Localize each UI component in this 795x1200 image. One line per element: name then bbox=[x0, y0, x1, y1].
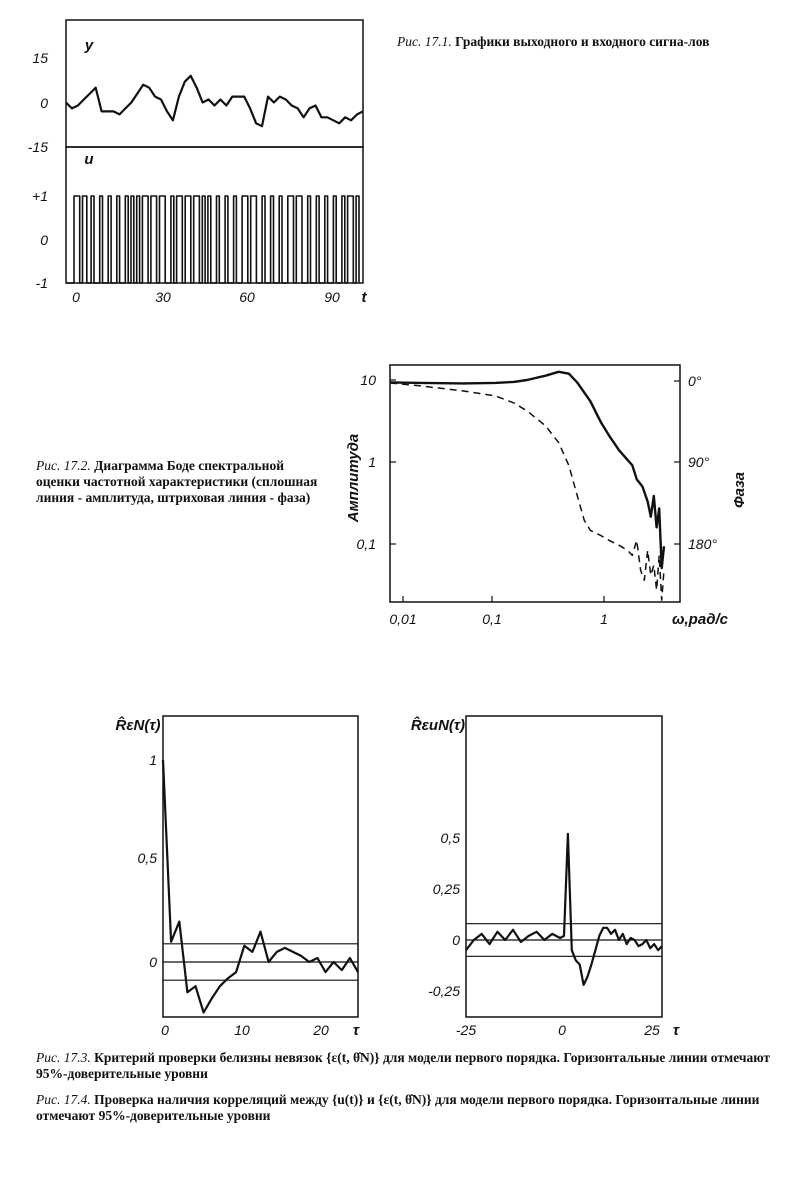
fig1-output-ytick: 0 bbox=[40, 95, 48, 111]
fig2-xtick: 0,1 bbox=[482, 611, 502, 627]
fig2-caption-text: Диаграмма Боде спектральной оценки частотной характеристики (сплошная линия - амплитуда, штриховая линия - фаза) bbox=[36, 458, 318, 505]
fig1-caption-number: Рис. 17.1. bbox=[397, 34, 452, 49]
fig2-y2tick: 180° bbox=[688, 536, 717, 552]
fig4-ytick: -0,25 bbox=[428, 983, 460, 999]
fig1-output-ytick: -15 bbox=[27, 139, 48, 155]
fig3-caption-text: Критерий проверки белизны невязок {ε(t, θ̂N)} для модели первого порядка. Горизонтальные линии отмечают 95%-доверительные уровни bbox=[36, 1050, 770, 1081]
fig2-ylabel: Амплитуда bbox=[345, 433, 362, 523]
fig1-output-frame bbox=[66, 20, 363, 147]
fig2-ytick: 10 bbox=[360, 372, 376, 388]
fig2-amplitude-series bbox=[390, 372, 664, 568]
fig1-input-xtick: 0 bbox=[72, 289, 80, 305]
fig2-frame bbox=[390, 365, 680, 602]
fig3-xtick: 10 bbox=[234, 1022, 250, 1038]
fig1-caption-text: Графики выходного и входного сигна-лов bbox=[455, 34, 710, 49]
fig3-ytick: 0 bbox=[149, 954, 157, 970]
fig1-input-series bbox=[66, 196, 359, 283]
fig2-y2tick: 0° bbox=[688, 373, 702, 389]
fig4-ytick: 0,25 bbox=[432, 881, 460, 897]
fig2-xtick: 1 bbox=[600, 611, 608, 627]
fig2-y2label: Фаза bbox=[731, 471, 748, 509]
fig3-xtick: 0 bbox=[161, 1022, 169, 1038]
fig4-ylabel: R̂εuN(τ) bbox=[410, 717, 466, 734]
fig4-xtick: 0 bbox=[558, 1022, 566, 1038]
fig3-ylabel: R̂εN(τ) bbox=[115, 717, 161, 734]
fig3-series bbox=[163, 760, 358, 1013]
fig2-caption-number: Рис. 17.2. bbox=[36, 458, 91, 473]
fig4-xtick: 25 bbox=[644, 1022, 660, 1038]
fig1-input-xlabel: t bbox=[361, 289, 367, 306]
fig1-input-xtick: 30 bbox=[155, 289, 171, 305]
fig1-output-series bbox=[66, 76, 363, 126]
fig1-input-ytick: +1 bbox=[32, 188, 48, 204]
fig2-xlabel: ω,рад/с bbox=[672, 611, 728, 628]
fig2-y2tick: 90° bbox=[688, 454, 710, 470]
fig4-ytick: 0 bbox=[452, 932, 460, 948]
fig4-ytick: 0,5 bbox=[440, 830, 460, 846]
fig3-ytick: 1 bbox=[149, 752, 157, 768]
fig4-caption-text: Проверка наличия корреляций между {u(t)} и {ε(t, θ̂N)} для модели первого порядка. Горизонтальные линии отмечают 95%-доверительные уровни bbox=[36, 1092, 760, 1123]
fig3-ytick: 0,5 bbox=[137, 850, 157, 866]
fig1-output-ytick: 15 bbox=[32, 50, 48, 66]
fig3-xlabel: τ bbox=[352, 1022, 360, 1039]
fig4-xtick: -25 bbox=[455, 1022, 477, 1038]
fig2-ytick: 1 bbox=[368, 454, 376, 470]
fig3-xtick: 20 bbox=[313, 1022, 329, 1038]
fig4-frame bbox=[466, 716, 662, 1017]
fig1-input-ylabel: u bbox=[84, 151, 94, 168]
fig2-ytick: 0,1 bbox=[356, 536, 376, 552]
fig4-xlabel: τ bbox=[672, 1022, 680, 1039]
fig2-phase-series bbox=[390, 383, 664, 600]
fig3-caption-number: Рис. 17.3. bbox=[36, 1050, 91, 1065]
fig1-input-xtick: 60 bbox=[239, 289, 255, 305]
fig1-input-xtick: 90 bbox=[324, 289, 340, 305]
fig1-output-ylabel: y bbox=[84, 37, 94, 54]
fig1-input-ytick: -1 bbox=[35, 275, 48, 291]
fig4-series bbox=[466, 834, 662, 985]
fig3-frame bbox=[163, 716, 358, 1017]
fig1-input-ytick: 0 bbox=[40, 232, 48, 248]
fig2-xtick: 0,01 bbox=[389, 611, 417, 627]
fig4-caption-number: Рис. 17.4. bbox=[36, 1092, 91, 1107]
